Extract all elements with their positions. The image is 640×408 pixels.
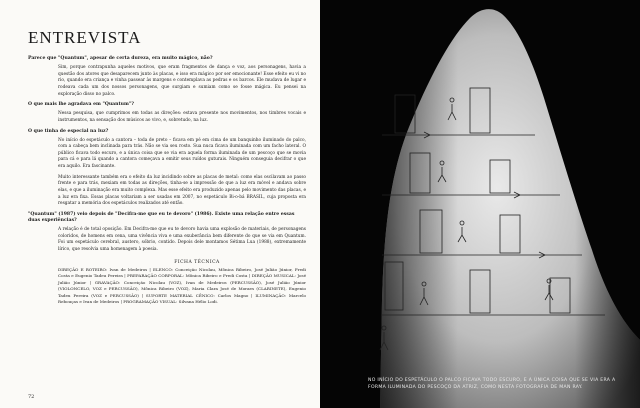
answer: No início do espetáculo a cantora – toda de preto – ficava em pé em cima de um banquinho iluminado do palco, com a cabeça bem inclinada para trás. Não se via seu rosto. Sua nuca ficava iluminada com um facho lateral. O público ficava todo escuro, e a única coisa que se via era aquela forma iluminada de um pescoço que se movia para cá e para lá quando a cantora começava a emitir seus ruídos guturais. Ninguém conseguia decifrar o que era aquilo. Era fascinante. xyxy=(58,137,306,170)
interview-block-4 xyxy=(28,175,306,208)
credits-title: FICHA TÉCNICA xyxy=(174,259,220,265)
question: Parece que "Quantum", apesar de certa dureza, era muito mágico, não? xyxy=(28,56,213,61)
photo-caption: NO INÍCIO DO ESPETÁCULO O PALCO FICAVA TODO ESCURO, E A ÚNICA COISA QUE SE VIA ERA A FORMA ILUMINADA DO PESCOÇO DA ATRIZ, COMO NESTA FOTOGRAFIA DE MAN RAY. xyxy=(368,378,616,391)
credits-text: DIREÇÃO E ROTEIRO: Ivan de Medeiros | ELENCO: Conceição Nicolau, Mônica Ribeiro, José Julião Júnior, Fredi Costa e Eugenio Tadeu Pereira | PREPARAÇÃO CORPORAL: Mônica Ribeiro e Fredi Costa | DIREÇÃO MUSICAL: José Julião Júnior | GRAVAÇÃO: Conceição Nicolau (VOZ), Ivan de Medeiros (PERCUSSÃO), José Julião Júnior (VIOLONCELO, VOZ e PERCUSSÃO), Mônica Ribeiro (VOZ), Maria Clara José de Moraes (CLARINETE), Eugenio Tadeu Pereira (VOZ e PERCUSSÃO) | SUPORTE MATERIAL CÊNICO: Carlos Magno | ILUMINAÇÃO: Marcelo Rebouças e Ivan de Medeiros | PROGRAMAÇÃO VISUAL: Silvana Hélio Lodi. xyxy=(58,266,306,305)
interview-block-5 xyxy=(28,212,306,254)
interview-block-3 xyxy=(28,129,306,171)
neck-photograph xyxy=(320,0,640,408)
question: "Quantum" (1987) veio depois de "Decifra-me que eu te devoro" (1986). Existe uma relação entre essas duas experiências? xyxy=(28,212,295,224)
answer: A relação é de total oposição. Em Decifra-me que eu te devoro havia uma explosão de materiais, de personagens coloridos, de homens em cena, uma vivência viva e uma exuberância bem diferente do que se via em Quantum. Foi um espetáculo cerebral, austero, sóbrio, contido. Depois dele montamos Sétima Lua (1988), extremamente lírico, que resolvia uma homenagem à poesia. xyxy=(58,227,306,252)
page-heading: ENTREVISTA xyxy=(28,28,142,47)
question: O que mais lhe agradava em "Quantum"? xyxy=(28,102,134,108)
question: O que tinha de especial na luz? xyxy=(28,128,109,134)
answer: Sim, porque contrapunha aqueles motivos, que eram fragmentos de dança e voz, aos personagens, havia a questão dos atores que desaparecem junto às placas, e isso era mágico por ser emocionante! Esse efeito eu vi no rio, quando era criança e vinha passear às margens e contemplava as pedras e os barcos. Ele mudava de lugar e rodeava cada um dos nossos personagens, que surgiam e sumiam como se fosse mágica. Eu pensei na exploração disso no palco. xyxy=(58,64,306,97)
right-page xyxy=(320,0,640,408)
answer: Muito interessante também era o efeito da luz incidindo sobre as placas de metal: como elas oscilavam ao passo frente e para trás, mexiam em todas as direções, tinha-se a impressão de que a luz era móvel e andava sobre elas, e que a iluminação era muito complexa. Mas esse efeito era produzido apenas pelo movimento das placas, e a luz era fixa. Essas placas voltariam a ser usadas em 2007, no espetáculo Bi-o-bá BRASIL, cuja proposta era resgatar a memória dos espetáculos realizados até então. xyxy=(58,174,306,207)
page-number: 72 xyxy=(28,394,35,400)
interview-block-1 xyxy=(28,56,306,98)
answer: Nessa pesquisa, que cumprimos em todas as direções: estava presente nos movimentos, nos timbres vocais e instrumentos, na sensação dos músicos ao vivo, e, sobretudo, na luz. xyxy=(58,111,306,123)
interview-block-2 xyxy=(28,102,306,124)
